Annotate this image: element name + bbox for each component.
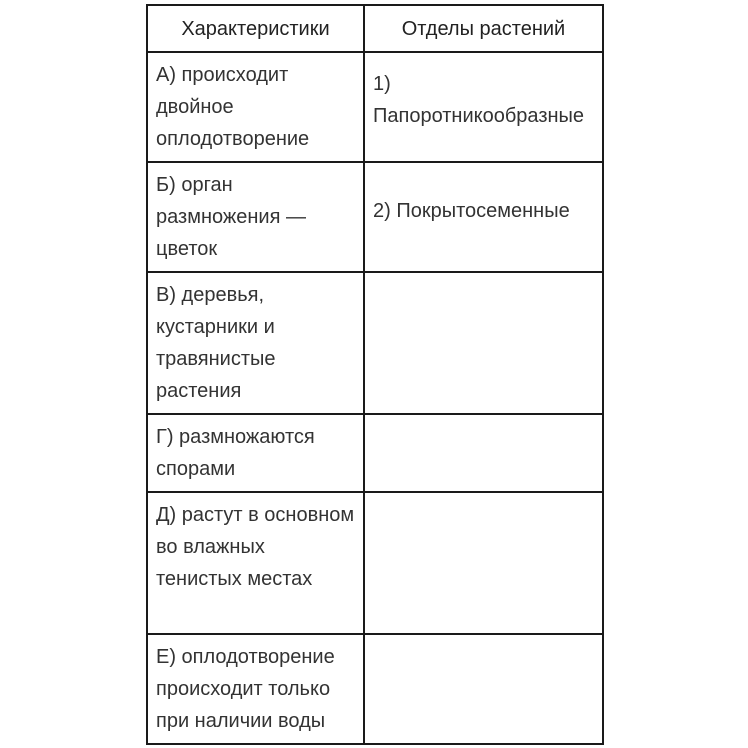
- characteristic-text: Г) размножаются спорами: [156, 426, 315, 480]
- department-cell-empty: [364, 634, 603, 744]
- characteristic-cell-a: [147, 52, 364, 162]
- characteristic-cell-b: [147, 162, 364, 272]
- department-cell-empty: [364, 492, 603, 634]
- department-cell-2: [364, 162, 603, 272]
- characteristic-text: Д) растут в основном во влажных тенистых местах: [156, 504, 355, 590]
- table-row: [147, 162, 603, 272]
- department-cell-empty: [364, 272, 603, 414]
- matching-table: [146, 4, 604, 745]
- department-text: 2) Покрытосеменные: [373, 200, 570, 222]
- table-row: [147, 414, 603, 492]
- characteristic-cell-d: [147, 414, 364, 492]
- characteristic-cell-e: [147, 492, 364, 634]
- characteristic-cell-f: [147, 634, 364, 744]
- header-characteristics: Характеристики: [147, 5, 364, 52]
- department-text: 1) Папоротникообразные: [373, 73, 585, 127]
- table-row: [147, 272, 603, 414]
- characteristic-cell-c: [147, 272, 364, 414]
- department-cell-empty: [364, 414, 603, 492]
- characteristic-text: А) происходит двойное оплодотворение: [156, 64, 310, 150]
- characteristic-text: Е) оплодотворение происходит только при наличии воды: [156, 646, 335, 732]
- matching-table-container: [146, 4, 602, 745]
- characteristic-text: Б) орган размножения — цветок: [156, 174, 306, 260]
- table-row: [147, 492, 603, 634]
- characteristic-text: В) деревья, кустарники и травянистые растения: [156, 284, 276, 402]
- department-cell-1: [364, 52, 603, 162]
- table-row: [147, 634, 603, 744]
- table-row: [147, 52, 603, 162]
- table-header-row: [147, 5, 603, 52]
- header-plant-departments: Отделы растений: [364, 5, 603, 52]
